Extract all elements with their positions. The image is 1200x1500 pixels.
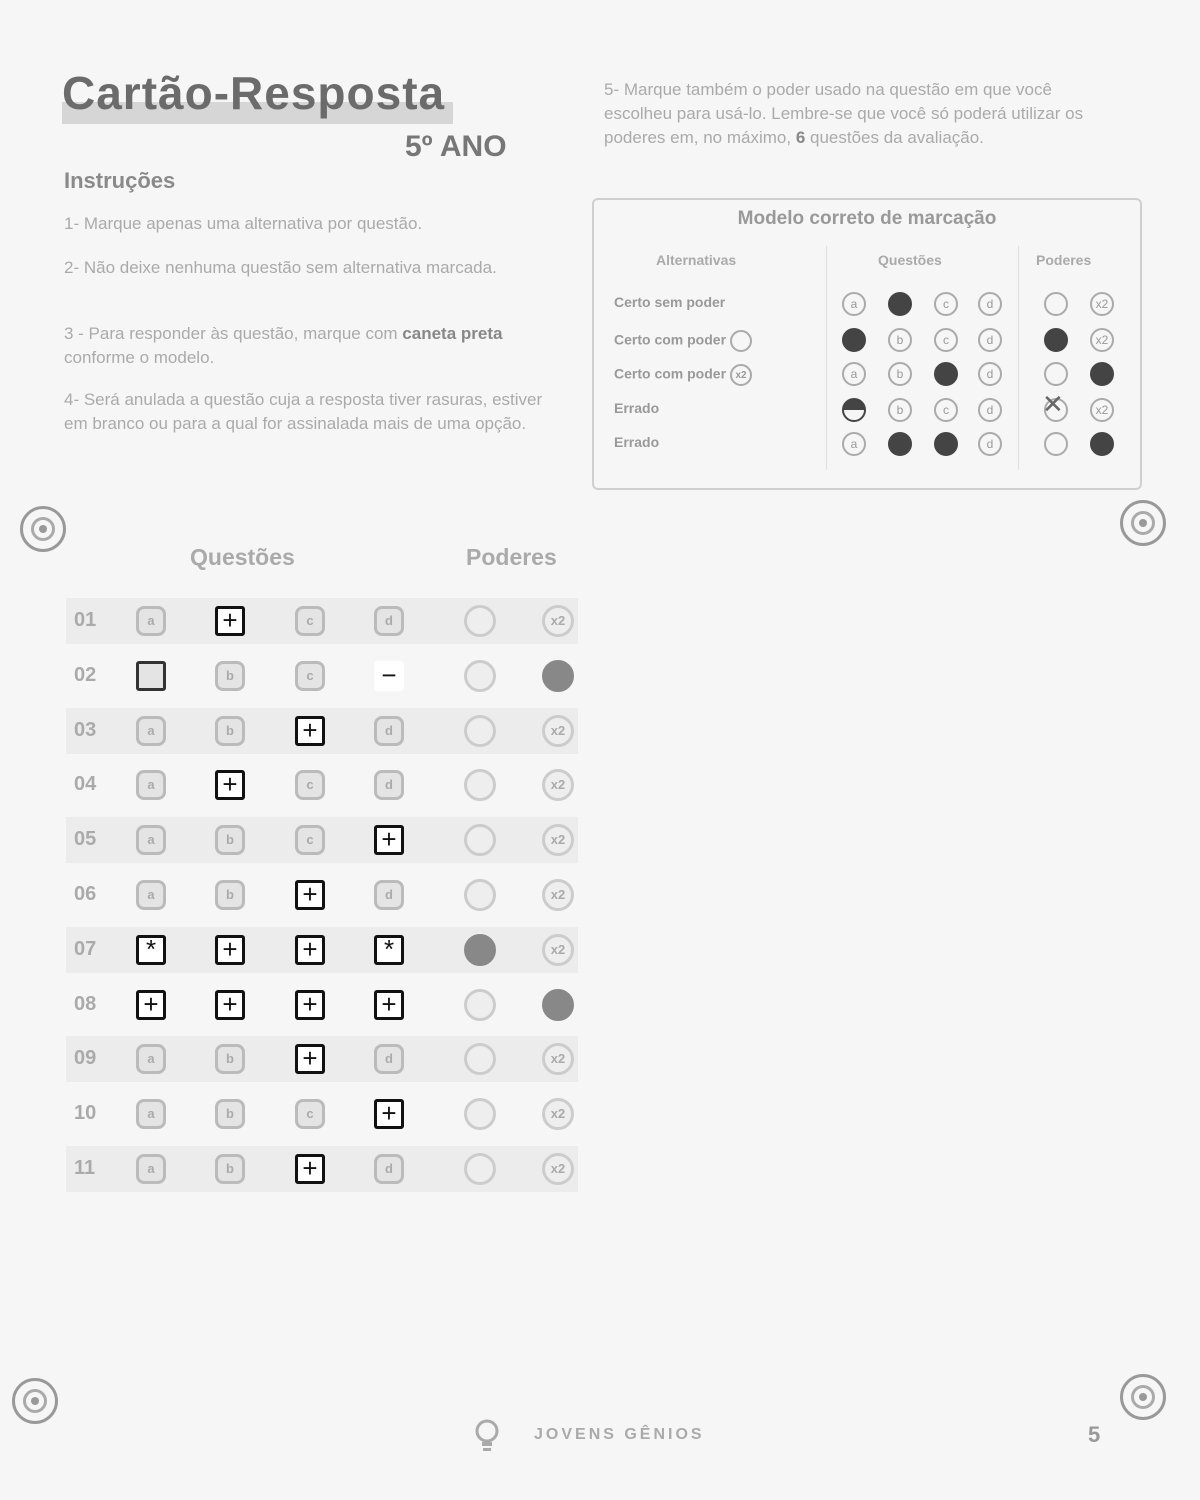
option-b-box[interactable]: b bbox=[215, 661, 245, 691]
option-c-box[interactable]: + bbox=[295, 1154, 325, 1184]
power-circle-bubble[interactable] bbox=[464, 1153, 496, 1185]
question-row bbox=[66, 982, 578, 1028]
option-b-box[interactable]: b bbox=[215, 716, 245, 746]
marking-model-box bbox=[592, 198, 1142, 490]
instruction-5-text: 5- Marque também o poder usado na questão em que você escolheu para usá-lo. Lembre-se que você só poderá utilizar os poderes em, no máximo, bbox=[604, 80, 1084, 147]
power-circle-bubble[interactable] bbox=[464, 824, 496, 856]
instruction-1-text: 1- Marque apenas uma alternativa por questão. bbox=[64, 214, 423, 233]
model-row-label-text: Certo com poder bbox=[614, 365, 727, 382]
model-divider bbox=[1018, 246, 1019, 470]
question-number: 02 bbox=[74, 663, 97, 686]
question-row bbox=[66, 872, 578, 918]
model-row-label-text: Errado bbox=[614, 434, 660, 450]
model-power-bubble bbox=[1044, 328, 1068, 352]
question-number: 05 bbox=[74, 828, 97, 851]
option-c-box[interactable]: + bbox=[295, 880, 325, 910]
registration-target-icon bbox=[1120, 500, 1166, 546]
power-x2-bubble[interactable]: x2 bbox=[542, 1153, 574, 1185]
model-row-label bbox=[614, 434, 659, 450]
power-x2-bubble[interactable]: x2 bbox=[542, 715, 574, 747]
model-question-bubble: d bbox=[978, 398, 1002, 422]
model-question-bubble bbox=[842, 328, 866, 352]
question-number: 06 bbox=[74, 883, 97, 905]
power-circle-bubble[interactable] bbox=[464, 715, 496, 747]
instruction-3-text-end: conforme o modelo. bbox=[64, 348, 215, 367]
model-col-poderes: Poderes bbox=[1036, 252, 1092, 268]
option-a-box[interactable]: a bbox=[136, 825, 166, 855]
option-c-box[interactable]: + bbox=[295, 716, 325, 746]
model-question-bubble: c bbox=[934, 398, 958, 422]
footer-brand: JOVENS GÊNIOS bbox=[534, 1426, 705, 1443]
model-question-bubble bbox=[888, 292, 912, 316]
model-power-bubble: x2 bbox=[1090, 328, 1114, 352]
question-row bbox=[66, 708, 578, 754]
power-x2-bubble[interactable]: x2 bbox=[542, 1098, 574, 1130]
power-x2-bubble[interactable]: x2 bbox=[542, 605, 574, 637]
power-x2-bubble[interactable]: x2 bbox=[542, 824, 574, 856]
instruction-3-text: 3 - Para responder às questão, marque com bbox=[64, 324, 403, 343]
instructions-heading: Instruções bbox=[64, 168, 176, 193]
lightbulb-logo-icon bbox=[472, 1418, 502, 1454]
instruction-3-bold: caneta preta bbox=[402, 324, 503, 343]
model-row-label bbox=[614, 294, 725, 310]
instruction-1 bbox=[64, 212, 564, 236]
registration-target-icon bbox=[20, 506, 66, 552]
option-d-box[interactable]: d bbox=[374, 716, 404, 746]
model-divider bbox=[826, 246, 827, 470]
model-question-bubble bbox=[934, 432, 958, 456]
model-power-bubble bbox=[1044, 432, 1068, 456]
option-d-box[interactable]: d bbox=[374, 880, 404, 910]
model-row-label-text: Certo sem poder bbox=[614, 294, 726, 310]
option-a-box[interactable]: * bbox=[136, 935, 166, 965]
option-c-box[interactable]: c bbox=[295, 606, 325, 636]
model-power-bubble: x2 bbox=[1090, 398, 1114, 422]
option-b-box[interactable]: b bbox=[215, 880, 245, 910]
model-question-bubble bbox=[842, 398, 866, 422]
option-d-box[interactable]: d bbox=[374, 770, 404, 800]
option-c-box[interactable]: + bbox=[295, 935, 325, 965]
instruction-2 bbox=[64, 256, 564, 280]
option-d-box[interactable]: + bbox=[374, 825, 404, 855]
model-row-label-text: Errado bbox=[614, 400, 660, 416]
option-a-box[interactable]: a bbox=[136, 716, 166, 746]
option-b-box[interactable]: b bbox=[215, 1044, 245, 1074]
question-row bbox=[66, 1036, 578, 1082]
model-question-bubble: b bbox=[888, 398, 912, 422]
model-row-label bbox=[614, 330, 752, 352]
power-x2-bubble[interactable]: x2 bbox=[542, 989, 574, 1021]
poderes-heading: Poderes bbox=[466, 544, 557, 570]
power-circle-bubble[interactable] bbox=[464, 1043, 496, 1075]
model-power-bubble bbox=[1090, 432, 1114, 456]
option-a-box[interactable]: + bbox=[136, 990, 166, 1020]
power-circle-bubble[interactable] bbox=[464, 769, 496, 801]
option-c-box[interactable]: c bbox=[295, 825, 325, 855]
grade-label: 5º ANO bbox=[405, 130, 507, 163]
power-circle-bubble[interactable] bbox=[464, 934, 496, 966]
model-col-questoes: Questões bbox=[878, 252, 942, 268]
model-question-bubble: a bbox=[842, 432, 866, 456]
power-circle-bubble[interactable] bbox=[464, 660, 496, 692]
model-question-bubble: d bbox=[978, 432, 1002, 456]
question-number: 09 bbox=[74, 1047, 97, 1070]
power-circle-icon bbox=[730, 330, 752, 352]
option-c-box[interactable]: c bbox=[295, 1099, 325, 1129]
page-number: 5 bbox=[1088, 1422, 1101, 1447]
power-x2-bubble[interactable]: x2 bbox=[542, 769, 574, 801]
model-col-alternativas: Alternativas bbox=[656, 252, 737, 268]
option-d-box[interactable]: * bbox=[374, 935, 404, 965]
model-row-label bbox=[614, 400, 659, 416]
model-question-bubble: d bbox=[978, 362, 1002, 386]
option-b-box[interactable]: b bbox=[215, 1099, 245, 1129]
question-row bbox=[66, 1146, 578, 1192]
option-c-box[interactable]: + bbox=[295, 1044, 325, 1074]
option-d-box[interactable]: d bbox=[374, 606, 404, 636]
option-a-box[interactable]: a bbox=[136, 1099, 166, 1129]
question-row bbox=[66, 817, 578, 863]
power-x2-bubble[interactable]: x2 bbox=[542, 1043, 574, 1075]
power-circle-bubble[interactable] bbox=[464, 605, 496, 637]
model-question-bubble: c bbox=[934, 292, 958, 316]
option-a-box[interactable]: a bbox=[136, 770, 166, 800]
question-number: 03 bbox=[74, 718, 97, 741]
questoes-heading: Questões bbox=[190, 544, 295, 570]
model-question-bubble: d bbox=[978, 292, 1002, 316]
model-question-bubble: c bbox=[934, 328, 958, 352]
model-row-label-text: Certo com poder bbox=[614, 331, 727, 348]
option-d-box[interactable]: − bbox=[374, 661, 404, 691]
instruction-4-text: 4- Será anulada a questão cuja a resposta tiver rasuras, estiver em branco ou para a qual for assinalada mais de uma opção. bbox=[64, 390, 543, 433]
model-power-bubble bbox=[1044, 398, 1068, 422]
model-question-bubble: d bbox=[978, 328, 1002, 352]
instruction-5-bold: 6 bbox=[795, 128, 806, 147]
model-question-bubble bbox=[888, 432, 912, 456]
option-b-box[interactable]: b bbox=[215, 825, 245, 855]
model-power-bubble: x2 bbox=[1090, 292, 1114, 316]
instruction-2-text: 2- Não deixe nenhuma questão sem alternativa marcada. bbox=[64, 258, 497, 277]
model-power-bubble bbox=[1090, 362, 1114, 386]
option-a-box[interactable]: a bbox=[136, 606, 166, 636]
option-b-box[interactable]: + bbox=[215, 606, 245, 636]
question-row bbox=[66, 1091, 578, 1137]
question-number: 07 bbox=[74, 937, 97, 960]
x2-power-icon: x2 bbox=[730, 364, 752, 386]
question-number: 11 bbox=[74, 1157, 96, 1179]
option-c-box[interactable]: c bbox=[295, 661, 325, 691]
question-row bbox=[66, 762, 578, 808]
option-b-box[interactable]: + bbox=[215, 770, 245, 800]
option-b-box[interactable]: b bbox=[215, 1154, 245, 1184]
option-b-box[interactable]: + bbox=[215, 990, 245, 1020]
model-title: Modelo correto de marcação bbox=[737, 208, 997, 229]
option-d-box[interactable]: + bbox=[374, 990, 404, 1020]
instruction-5-text-end: questões da avaliação. bbox=[805, 128, 984, 147]
model-question-bubble bbox=[934, 362, 958, 386]
question-row bbox=[66, 598, 578, 644]
power-circle-bubble[interactable] bbox=[464, 879, 496, 911]
question-number: 01 bbox=[74, 609, 97, 631]
registration-target-icon bbox=[1120, 1374, 1166, 1420]
question-row bbox=[66, 653, 578, 699]
option-a-box[interactable]: a bbox=[136, 1044, 166, 1074]
power-x2-bubble[interactable]: x2 bbox=[542, 660, 574, 692]
model-question-bubble: a bbox=[842, 292, 866, 316]
model-question-bubble: b bbox=[888, 362, 912, 386]
option-b-box[interactable]: + bbox=[215, 935, 245, 965]
model-question-bubble: b bbox=[888, 328, 912, 352]
model-power-bubble bbox=[1044, 292, 1068, 316]
option-d-box[interactable]: d bbox=[374, 1044, 404, 1074]
option-c-box[interactable]: + bbox=[295, 990, 325, 1020]
registration-target-icon bbox=[12, 1378, 58, 1424]
power-circle-bubble[interactable] bbox=[464, 989, 496, 1021]
instruction-5 bbox=[604, 78, 1104, 150]
page-title: Cartão-Resposta bbox=[62, 66, 453, 124]
model-power-bubble bbox=[1044, 362, 1068, 386]
option-a-box[interactable] bbox=[136, 661, 166, 691]
option-a-box[interactable]: a bbox=[136, 880, 166, 910]
question-number: 08 bbox=[74, 992, 97, 1015]
option-c-box[interactable]: c bbox=[295, 770, 325, 800]
power-circle-bubble[interactable] bbox=[464, 1098, 496, 1130]
instruction-3 bbox=[64, 322, 564, 370]
question-number: 10 bbox=[74, 1102, 97, 1125]
instruction-4 bbox=[64, 388, 564, 436]
power-x2-bubble[interactable]: x2 bbox=[542, 879, 574, 911]
option-a-box[interactable]: a bbox=[136, 1154, 166, 1184]
power-x2-bubble[interactable]: x2 bbox=[542, 934, 574, 966]
question-number: 04 bbox=[74, 773, 97, 796]
option-d-box[interactable]: d bbox=[374, 1154, 404, 1184]
option-d-box[interactable]: + bbox=[374, 1099, 404, 1129]
model-question-bubble: a bbox=[842, 362, 866, 386]
question-row bbox=[66, 927, 578, 973]
model-row-label bbox=[614, 364, 752, 386]
